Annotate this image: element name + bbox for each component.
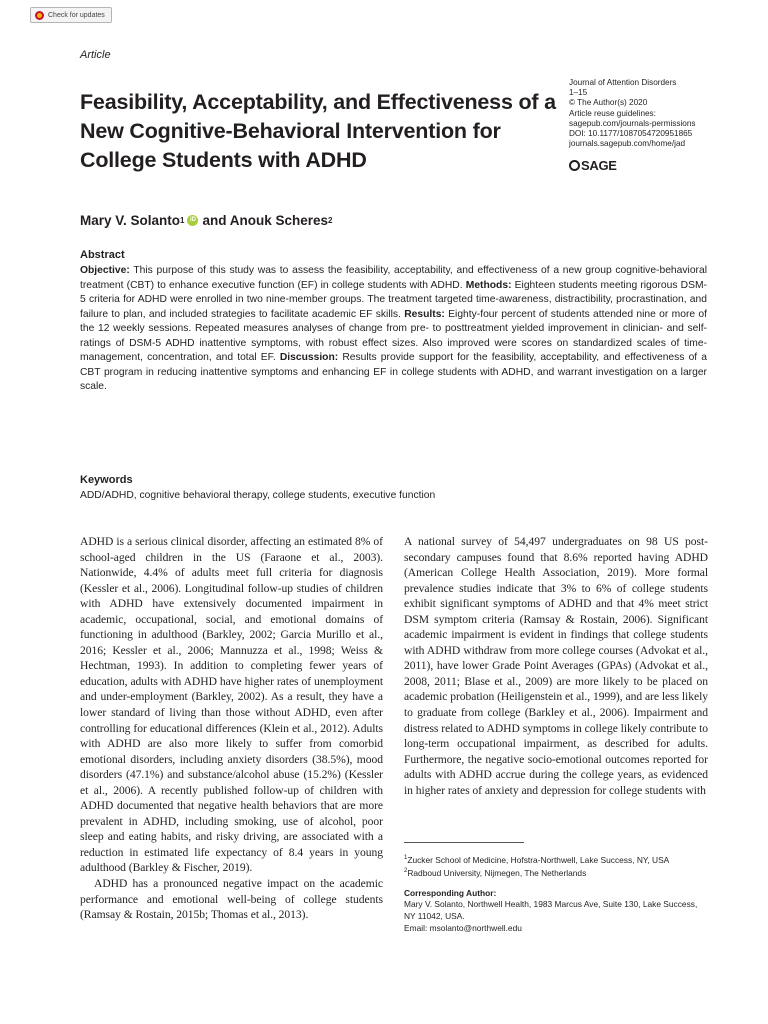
author-name: and Anouk Scheres: [202, 213, 329, 228]
affiliation-1: [404, 853, 709, 866]
journal-info: [569, 78, 749, 149]
sage-ring-icon: [569, 160, 580, 171]
publisher-name: SAGE: [581, 158, 617, 173]
affiliation-text: Zucker School of Medicine, Hofstra-Northwell, Lake Success, NY, USA: [407, 854, 670, 865]
affiliation-marker: 2: [404, 868, 408, 875]
affiliation-marker: 1: [180, 216, 185, 225]
affiliation-marker: 2: [328, 216, 333, 225]
results-text: Eighty-four percent of students attended nine or more of the 12 weekly sessions. Repeated measures analyses of change from pre- to posttreatment yielded improvement in clinician- and self-ratings of DSM-5 ADHD inattentive symptoms, with robust effect sizes. Also improved were scores on standardized scales of time-management, concentration, and total EF.: [80, 308, 707, 363]
check-for-updates-label: Check for updates: [48, 11, 105, 19]
page-range: 1–15: [569, 88, 588, 98]
author-line: [80, 213, 332, 228]
abstract-text: [80, 264, 707, 395]
keywords: [80, 474, 707, 503]
corresponding-author-address: Mary V. Solanto, Northwell Health, 1983 Marcus Ave, Suite 130, Lake Success, NY 11042, USA.: [404, 899, 698, 921]
discussion-label: Discussion:: [279, 352, 339, 363]
body-paragraph: A national survey of 54,497 undergraduates on 98 US post-secondary campuses found that 8.6% reported having ADHD (American College Health Association, 2019). More formal prevalence studies indicate that 3% to 6% of college students exhibit significant symptoms of ADHD and that 4% meet strict DSM symptom criteria (Ramsay & Rostain, 2006). Significant academic impairment is evident in findings that college students with ADHD withdraw from more college courses (Advokat et al., 2011), have lower Grade Point Averages (GPAs) (Advokat et al., 2008, 2011; Blase et al., 2009) are more likely to be placed on academic probation (Heiligenstein et al., 1999), and are less likely to graduate from college (Barkley et al., 2006). Impairment and distress related to ADHD symptoms in college likely contribute to long-term occupational impairment, as described for adults. Furthermore, the negative socio-emotional outcomes reported for adults with ADHD accrue during the college years, as evidenced in higher rates of anxiety and depression for college students with: [404, 535, 708, 797]
corresponding-author-heading: Corresponding Author:: [404, 887, 497, 898]
affiliation-marker: 1: [404, 855, 408, 861]
discussion-text: Results provide support for the feasibility, acceptability, and effectiveness of a CBT program in reducing inattentive symptoms and enhancing EF in college students with ADHD, and warrant investigation on a larger scale.: [80, 352, 708, 392]
body-paragraph: ADHD is a serious clinical disorder, affecting an estimated 8% of school-aged children in the US (Faraone et al., 2003). Nationwide, 4.4% of adults meet full criteria for diagnosis (Kessler et al., 2006). Longitudinal follow-up studies of children with ADHD have extensively documented impairment in academic, occupational, social, and emotional domains of functioning in adulthood (Barkley, 2002; Garcia Murillo et al., 2016; Kessler et al., 2006; Mannuzza et al., 1998; Weiss & Hechtman, 1993). In addition to completing fewer years of education, adults with ADHD have higher rates of unemployment and under-employment (Barkley, 2002). As a result, they have a lower standard of living than those without ADHD, even after controlling for educational differences (Klein et al., 2012). Adults with ADHD are also more likely to suffer from comorbid emotional disorders, including anxiety disorders (38.5%), mood disorders (47.1%) and substance/alcohol abuse (15.2%) (Kessler et al., 2006). A recently published follow-up of children with ADHD documented that negative health behaviors that are more prevalent in ADHD, including smoking, use of alcohol, poor sleep and eating habits, and risky driving, are associated with a reduction in estimated life expectancy of 8.4 years in young adulthood (Barkley & Fischer, 2019).: [80, 535, 383, 875]
author-name: Mary V. Solanto: [80, 213, 181, 228]
objective-label: Objective:: [80, 265, 130, 276]
reuse-heading: Article reuse guidelines:: [569, 108, 656, 118]
methods-text: Eighteen students meeting rigorous DSM-5 criteria for ADHD were enrolled in two nine-member groups. The treatment targeted time-awareness, distractibility, procrastination, and failure to plan, and included strategies to facilitate academic EF skills.: [80, 279, 707, 320]
sage-logo: [569, 158, 617, 173]
results-label: Results:: [404, 308, 445, 320]
keywords-heading: Keywords: [80, 474, 133, 486]
objective-text: This purpose of this study was to assess the feasibility, acceptability, and effectiveness of a new group cognitive-behavioral treatment (CBT) to enhance executive function (EF) in college students with ADHD.: [80, 265, 707, 291]
abstract: [80, 249, 707, 395]
doi-link[interactable]: DOI: 10.1177/1087054720951865: [569, 129, 693, 139]
abstract-heading: Abstract: [80, 249, 125, 261]
page-title: Feasibility, Acceptability, and Effectiveness of a New Cognitive-Behavioral Intervention for College Students with ADHD: [80, 90, 556, 172]
footnotes: [404, 853, 709, 934]
permissions-link[interactable]: sagepub.com/journals-permissions: [569, 118, 696, 128]
keywords-text: ADD/ADHD, cognitive behavioral therapy, college students, executive function: [80, 490, 436, 501]
journal-name: Journal of Attention Disorders: [569, 78, 677, 87]
check-for-updates-badge[interactable]: [30, 7, 112, 23]
article-type-label: Article: [80, 49, 111, 61]
orcid-icon[interactable]: iD: [187, 215, 198, 226]
body-column-right: [404, 534, 708, 798]
corresponding-author-email[interactable]: Email: msolanto@northwell.edu: [404, 922, 522, 933]
copyright: © The Author(s) 2020: [569, 98, 648, 108]
affiliation-2: [404, 866, 709, 879]
body-paragraph: ADHD has a pronounced negative impact on the academic performance and emotional well-being of college students (Ramsay & Rostain, 2015b; Thomas et al., 2013).: [80, 877, 383, 922]
affiliation-text: Radboud University, Nijmegen, The Netherlands: [407, 868, 587, 879]
crossmark-icon: [35, 11, 44, 20]
footnote-divider: [404, 842, 524, 843]
journal-home-link[interactable]: journals.sagepub.com/home/jad: [569, 139, 686, 149]
body-column-left: [80, 534, 383, 923]
methods-label: Methods:: [465, 279, 512, 291]
